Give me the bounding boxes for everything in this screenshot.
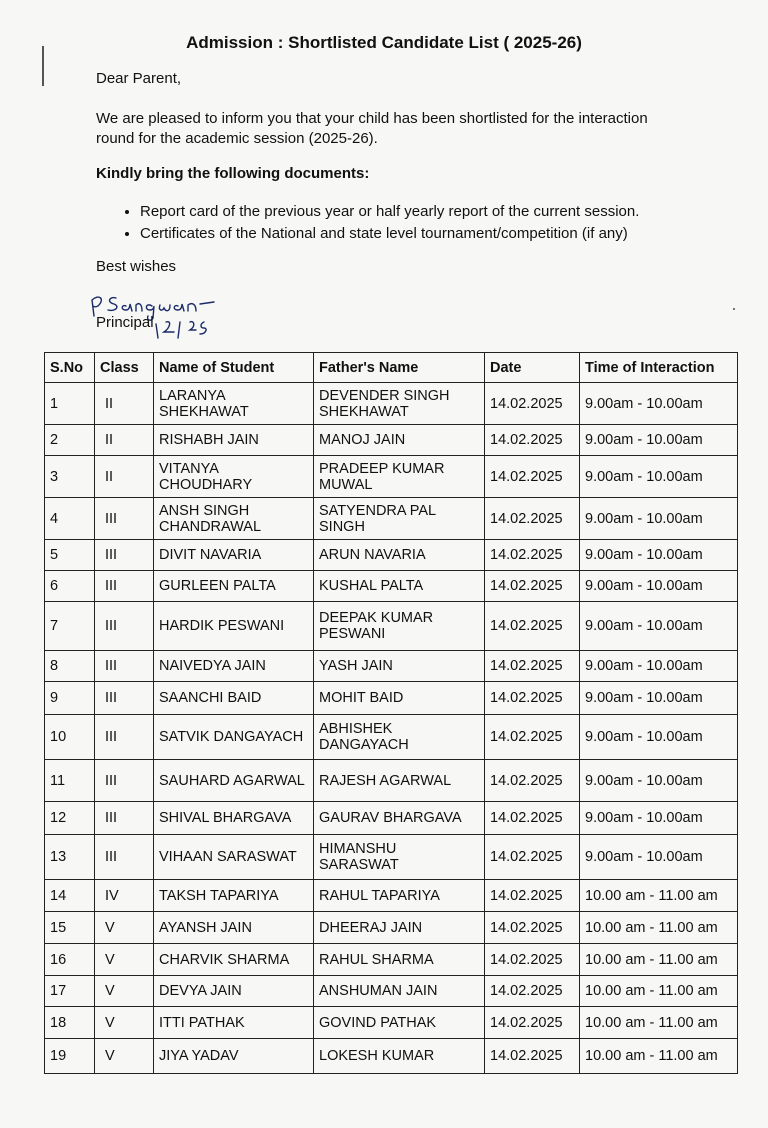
list-item: • Report card of the previous year or half yearly report of the current session. (140, 201, 760, 223)
cell-father: ABHISHEK DANGAYACH (314, 715, 485, 760)
table-row (45, 760, 738, 802)
cell-father: HIMANSHU SARASWAT (314, 835, 485, 880)
cell-father: DHEERAJ JAIN (314, 912, 485, 944)
cell-time: 10.00 am - 11.00 am (580, 944, 738, 976)
header-sno: S.No (45, 353, 95, 383)
documents-list (118, 201, 760, 245)
cell-date: 14.02.2025 (485, 1007, 580, 1039)
cell-student: TAKSH TAPARIYA (154, 880, 314, 912)
cell-father: YASH JAIN (314, 651, 485, 682)
cell-time: 10.00 am - 11.00 am (580, 912, 738, 944)
cell-time: 9.00am - 10.00am (580, 498, 738, 540)
cell-class: III (95, 602, 154, 651)
cell-student: NAIVEDYA JAIN (154, 651, 314, 682)
table-row (45, 1039, 738, 1074)
cell-date: 14.02.2025 (485, 498, 580, 540)
cell-father: DEEPAK KUMAR PESWANI (314, 602, 485, 651)
cell-date: 14.02.2025 (485, 425, 580, 456)
cell-class: V (95, 944, 154, 976)
cell-date: 14.02.2025 (485, 540, 580, 571)
cell-date: 14.02.2025 (485, 571, 580, 602)
table-row (45, 383, 738, 425)
cell-student: GURLEEN PALTA (154, 571, 314, 602)
intro-line-1: We are pleased to inform you that your child has been shortlisted for the interaction (96, 110, 648, 127)
cell-sno: 16 (45, 944, 95, 976)
cell-student: DIVIT NAVARIA (154, 540, 314, 571)
cell-sno: 5 (45, 540, 95, 571)
cell-class: V (95, 976, 154, 1007)
cell-time: 9.00am - 10.00am (580, 651, 738, 682)
cell-sno: 8 (45, 651, 95, 682)
cell-time: 9.00am - 10.00am (580, 760, 738, 802)
cell-date: 14.02.2025 (485, 651, 580, 682)
cell-father: RAHUL SHARMA (314, 944, 485, 976)
cell-sno: 1 (45, 383, 95, 425)
cell-student: DEVYA JAIN (154, 976, 314, 1007)
cell-date: 14.02.2025 (485, 976, 580, 1007)
cell-date: 14.02.2025 (485, 802, 580, 835)
header-student: Name of Student (154, 353, 314, 383)
page-speck (733, 308, 735, 310)
table-row (45, 425, 738, 456)
table-row (45, 540, 738, 571)
cell-time: 9.00am - 10.00am (580, 715, 738, 760)
cell-student: CHARVIK SHARMA (154, 944, 314, 976)
cell-sno: 19 (45, 1039, 95, 1074)
cell-sno: 7 (45, 602, 95, 651)
cell-father: RAHUL TAPARIYA (314, 880, 485, 912)
cell-class: III (95, 715, 154, 760)
cell-class: V (95, 912, 154, 944)
cell-time: 10.00 am - 11.00 am (580, 1039, 738, 1074)
cell-father: RAJESH AGARWAL (314, 760, 485, 802)
table-row (45, 880, 738, 912)
cell-class: V (95, 1007, 154, 1039)
cell-student: HARDIK PESWANI (154, 602, 314, 651)
cell-class: III (95, 651, 154, 682)
cell-time: 9.00am - 10.00am (580, 383, 738, 425)
cell-time: 9.00am - 10.00am (580, 571, 738, 602)
cell-class: III (95, 571, 154, 602)
cell-father: KUSHAL PALTA (314, 571, 485, 602)
cell-sno: 9 (45, 682, 95, 715)
cell-class: II (95, 425, 154, 456)
cell-father: GAURAV BHARGAVA (314, 802, 485, 835)
cell-father: LOKESH KUMAR (314, 1039, 485, 1074)
cell-sno: 13 (45, 835, 95, 880)
cell-father: SATYENDRA PAL SINGH (314, 498, 485, 540)
cell-date: 14.02.2025 (485, 1039, 580, 1074)
cell-sno: 15 (45, 912, 95, 944)
cell-student: VIHAAN SARASWAT (154, 835, 314, 880)
cell-sno: 18 (45, 1007, 95, 1039)
page-title: Admission : Shortlisted Candidate List ( 2025-26) (186, 33, 582, 52)
cell-time: 10.00 am - 11.00 am (580, 880, 738, 912)
cell-sno: 3 (45, 456, 95, 498)
table-row (45, 912, 738, 944)
cell-date: 14.02.2025 (485, 383, 580, 425)
cell-time: 10.00 am - 11.00 am (580, 976, 738, 1007)
cell-sno: 4 (45, 498, 95, 540)
cell-date: 14.02.2025 (485, 682, 580, 715)
table-row (45, 682, 738, 715)
cell-student: SATVIK DANGAYACH (154, 715, 314, 760)
intro-line-2: round for the academic session (2025-26). (96, 130, 378, 147)
cell-class: III (95, 540, 154, 571)
cell-father: ARUN NAVARIA (314, 540, 485, 571)
table-row (45, 456, 738, 498)
cell-student: JIYA YADAV (154, 1039, 314, 1074)
signatory: Principal (96, 314, 154, 331)
header-father: Father's Name (314, 353, 485, 383)
cell-student: ITTI PATHAK (154, 1007, 314, 1039)
table-row (45, 835, 738, 880)
cell-class: III (95, 682, 154, 715)
table-row (45, 498, 738, 540)
cell-sno: 10 (45, 715, 95, 760)
cell-date: 14.02.2025 (485, 456, 580, 498)
cell-class: III (95, 802, 154, 835)
closing: Best wishes (96, 258, 177, 275)
cell-student: SAUHARD AGARWAL (154, 760, 314, 802)
cell-time: 9.00am - 10.00am (580, 456, 738, 498)
cell-time: 9.00am - 10.00am (580, 602, 738, 651)
header-date: Date (485, 353, 580, 383)
cell-class: III (95, 498, 154, 540)
cell-father: MANOJ JAIN (314, 425, 485, 456)
cell-class: IV (95, 880, 154, 912)
cell-sno: 2 (45, 425, 95, 456)
table-row (45, 651, 738, 682)
cell-father: GOVIND PATHAK (314, 1007, 485, 1039)
header-time: Time of Interaction (580, 353, 738, 383)
list-item: • Certificates of the National and state level tournament/competition (if any) (140, 223, 760, 245)
table-row (45, 715, 738, 760)
cell-father: ANSHUMAN JAIN (314, 976, 485, 1007)
cell-date: 14.02.2025 (485, 760, 580, 802)
table-row (45, 602, 738, 651)
table-row (45, 571, 738, 602)
greeting: Dear Parent, (96, 70, 182, 87)
cell-date: 14.02.2025 (485, 880, 580, 912)
cell-father: PRADEEP KUMAR MUWAL (314, 456, 485, 498)
documents-heading: Kindly bring the following documents: (96, 165, 370, 182)
cell-date: 14.02.2025 (485, 715, 580, 760)
cell-father: MOHIT BAID (314, 682, 485, 715)
cell-time: 9.00am - 10.00am (580, 682, 738, 715)
table-header-row (45, 353, 738, 383)
cell-sno: 6 (45, 571, 95, 602)
table-row (45, 1007, 738, 1039)
table-row (45, 802, 738, 835)
table-row (45, 944, 738, 976)
cell-student: SHIVAL BHARGAVA (154, 802, 314, 835)
cell-father: DEVENDER SINGH SHEKHAWAT (314, 383, 485, 425)
cell-class: II (95, 456, 154, 498)
cell-sno: 12 (45, 802, 95, 835)
cell-time: 9.00am - 10.00am (580, 802, 738, 835)
cell-time: 10.00 am - 11.00 am (580, 1007, 738, 1039)
cell-date: 14.02.2025 (485, 602, 580, 651)
cell-date: 14.02.2025 (485, 912, 580, 944)
cell-student: SAANCHI BAID (154, 682, 314, 715)
cell-class: II (95, 383, 154, 425)
cell-student: LARANYA SHEKHAWAT (154, 383, 314, 425)
cell-sno: 14 (45, 880, 95, 912)
table-row (45, 976, 738, 1007)
cell-class: V (95, 1039, 154, 1074)
cell-sno: 11 (45, 760, 95, 802)
header-class: Class (95, 353, 154, 383)
cell-sno: 17 (45, 976, 95, 1007)
cell-time: 9.00am - 10.00am (580, 425, 738, 456)
cell-student: VITANYA CHOUDHARY (154, 456, 314, 498)
cell-time: 9.00am - 10.00am (580, 540, 738, 571)
cell-date: 14.02.2025 (485, 835, 580, 880)
cell-class: III (95, 835, 154, 880)
cell-time: 9.00am - 10.00am (580, 835, 738, 880)
cell-date: 14.02.2025 (485, 944, 580, 976)
candidate-table (44, 352, 738, 1074)
cell-student: AYANSH JAIN (154, 912, 314, 944)
cell-student: RISHABH JAIN (154, 425, 314, 456)
cell-student: ANSH SINGH CHANDRAWAL (154, 498, 314, 540)
cell-class: III (95, 760, 154, 802)
